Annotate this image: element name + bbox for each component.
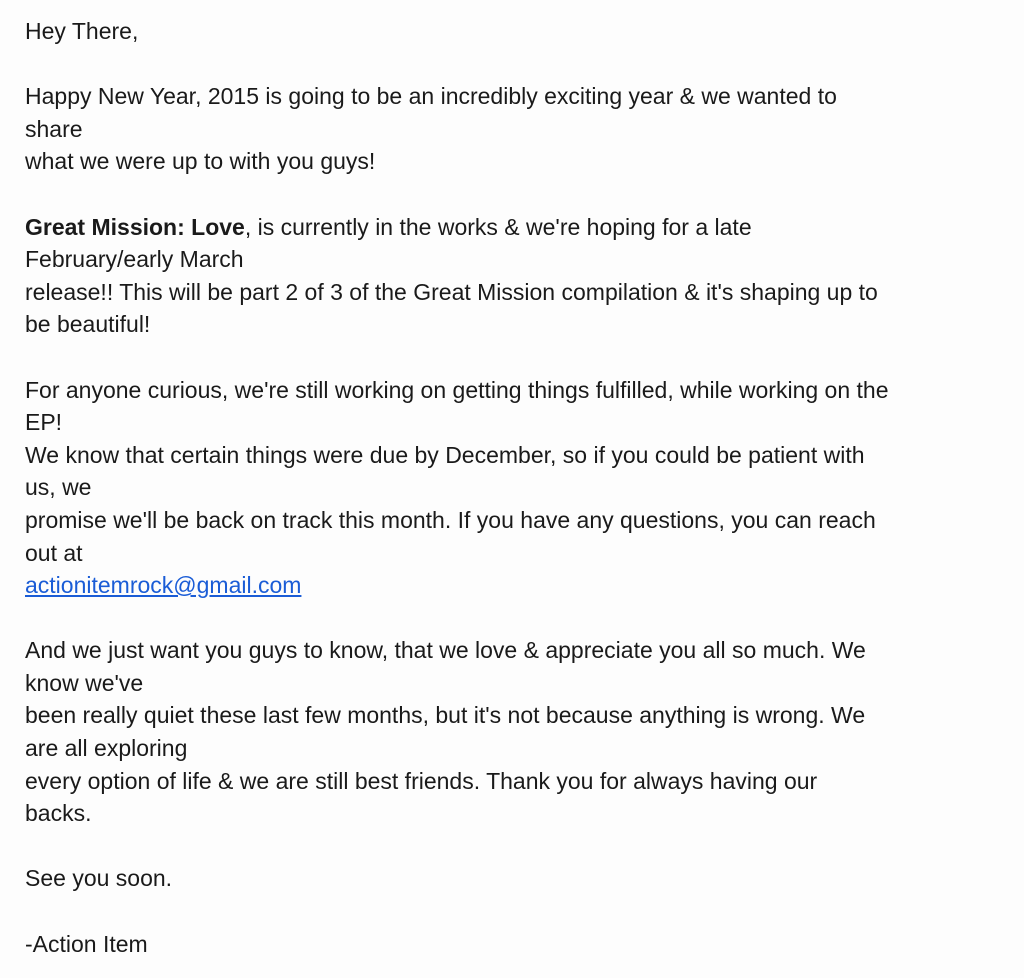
- text-line: backs.: [25, 800, 92, 827]
- text-line: out at: [25, 539, 83, 566]
- release-title: Great Mission: Love: [25, 213, 245, 240]
- paragraph-gap: [25, 602, 1000, 635]
- text-line: Happy New Year, 2015 is going to be an incredibly exciting year & we wanted to: [25, 83, 837, 110]
- text-line: what we were up to with you guys!: [25, 148, 376, 175]
- paragraph-great-mission: [25, 211, 1000, 341]
- paragraph-gap: [25, 341, 1000, 374]
- text-line: release!! This will be part 2 of 3 of the Great Mission compilation & it's shaping up to: [25, 278, 878, 305]
- email-body: [25, 15, 1000, 960]
- paragraph-gap: [25, 830, 1000, 863]
- paragraph-gap: [25, 895, 1000, 928]
- text-line: share: [25, 115, 83, 142]
- paragraph-fulfillment: [25, 374, 1000, 602]
- paragraph-gap: [25, 178, 1000, 211]
- contact-email-link[interactable]: actionitemrock@gmail.com: [25, 572, 302, 599]
- text-line: be beautiful!: [25, 311, 151, 338]
- text-line: EP!: [25, 409, 63, 436]
- text-line: us, we: [25, 474, 92, 501]
- greeting: Hey There,: [25, 18, 139, 44]
- text-line: promise we'll be back on track this month. If you have any questions, you can reach: [25, 506, 876, 533]
- text-fragment: , is currently in the works & we're hoping for a late: [244, 213, 752, 240]
- text-line: For anyone curious, we're still working on getting things fulfilled, while working on the: [25, 376, 889, 403]
- text-line: know we've: [25, 669, 144, 696]
- text-line: February/early March: [25, 246, 244, 273]
- paragraph-appreciation: [25, 634, 1000, 830]
- text-line: [25, 211, 1000, 244]
- text-line: been really quiet these last few months, but it's not because anything is wrong. We: [25, 702, 866, 729]
- text-line: are all exploring: [25, 735, 188, 762]
- text-line: And we just want you guys to know, that we love & appreciate you all so much. We: [25, 637, 866, 664]
- text-line: every option of life & we are still best friends. Thank you for always having our: [25, 767, 818, 794]
- text-line: [25, 569, 1000, 602]
- signature: -Action Item: [25, 930, 148, 957]
- closing: See you soon.: [25, 865, 173, 892]
- paragraph-new-year: [25, 80, 1000, 178]
- text-line: We know that certain things were due by December, so if you could be patient with: [25, 441, 865, 468]
- paragraph-gap: [25, 48, 1000, 81]
